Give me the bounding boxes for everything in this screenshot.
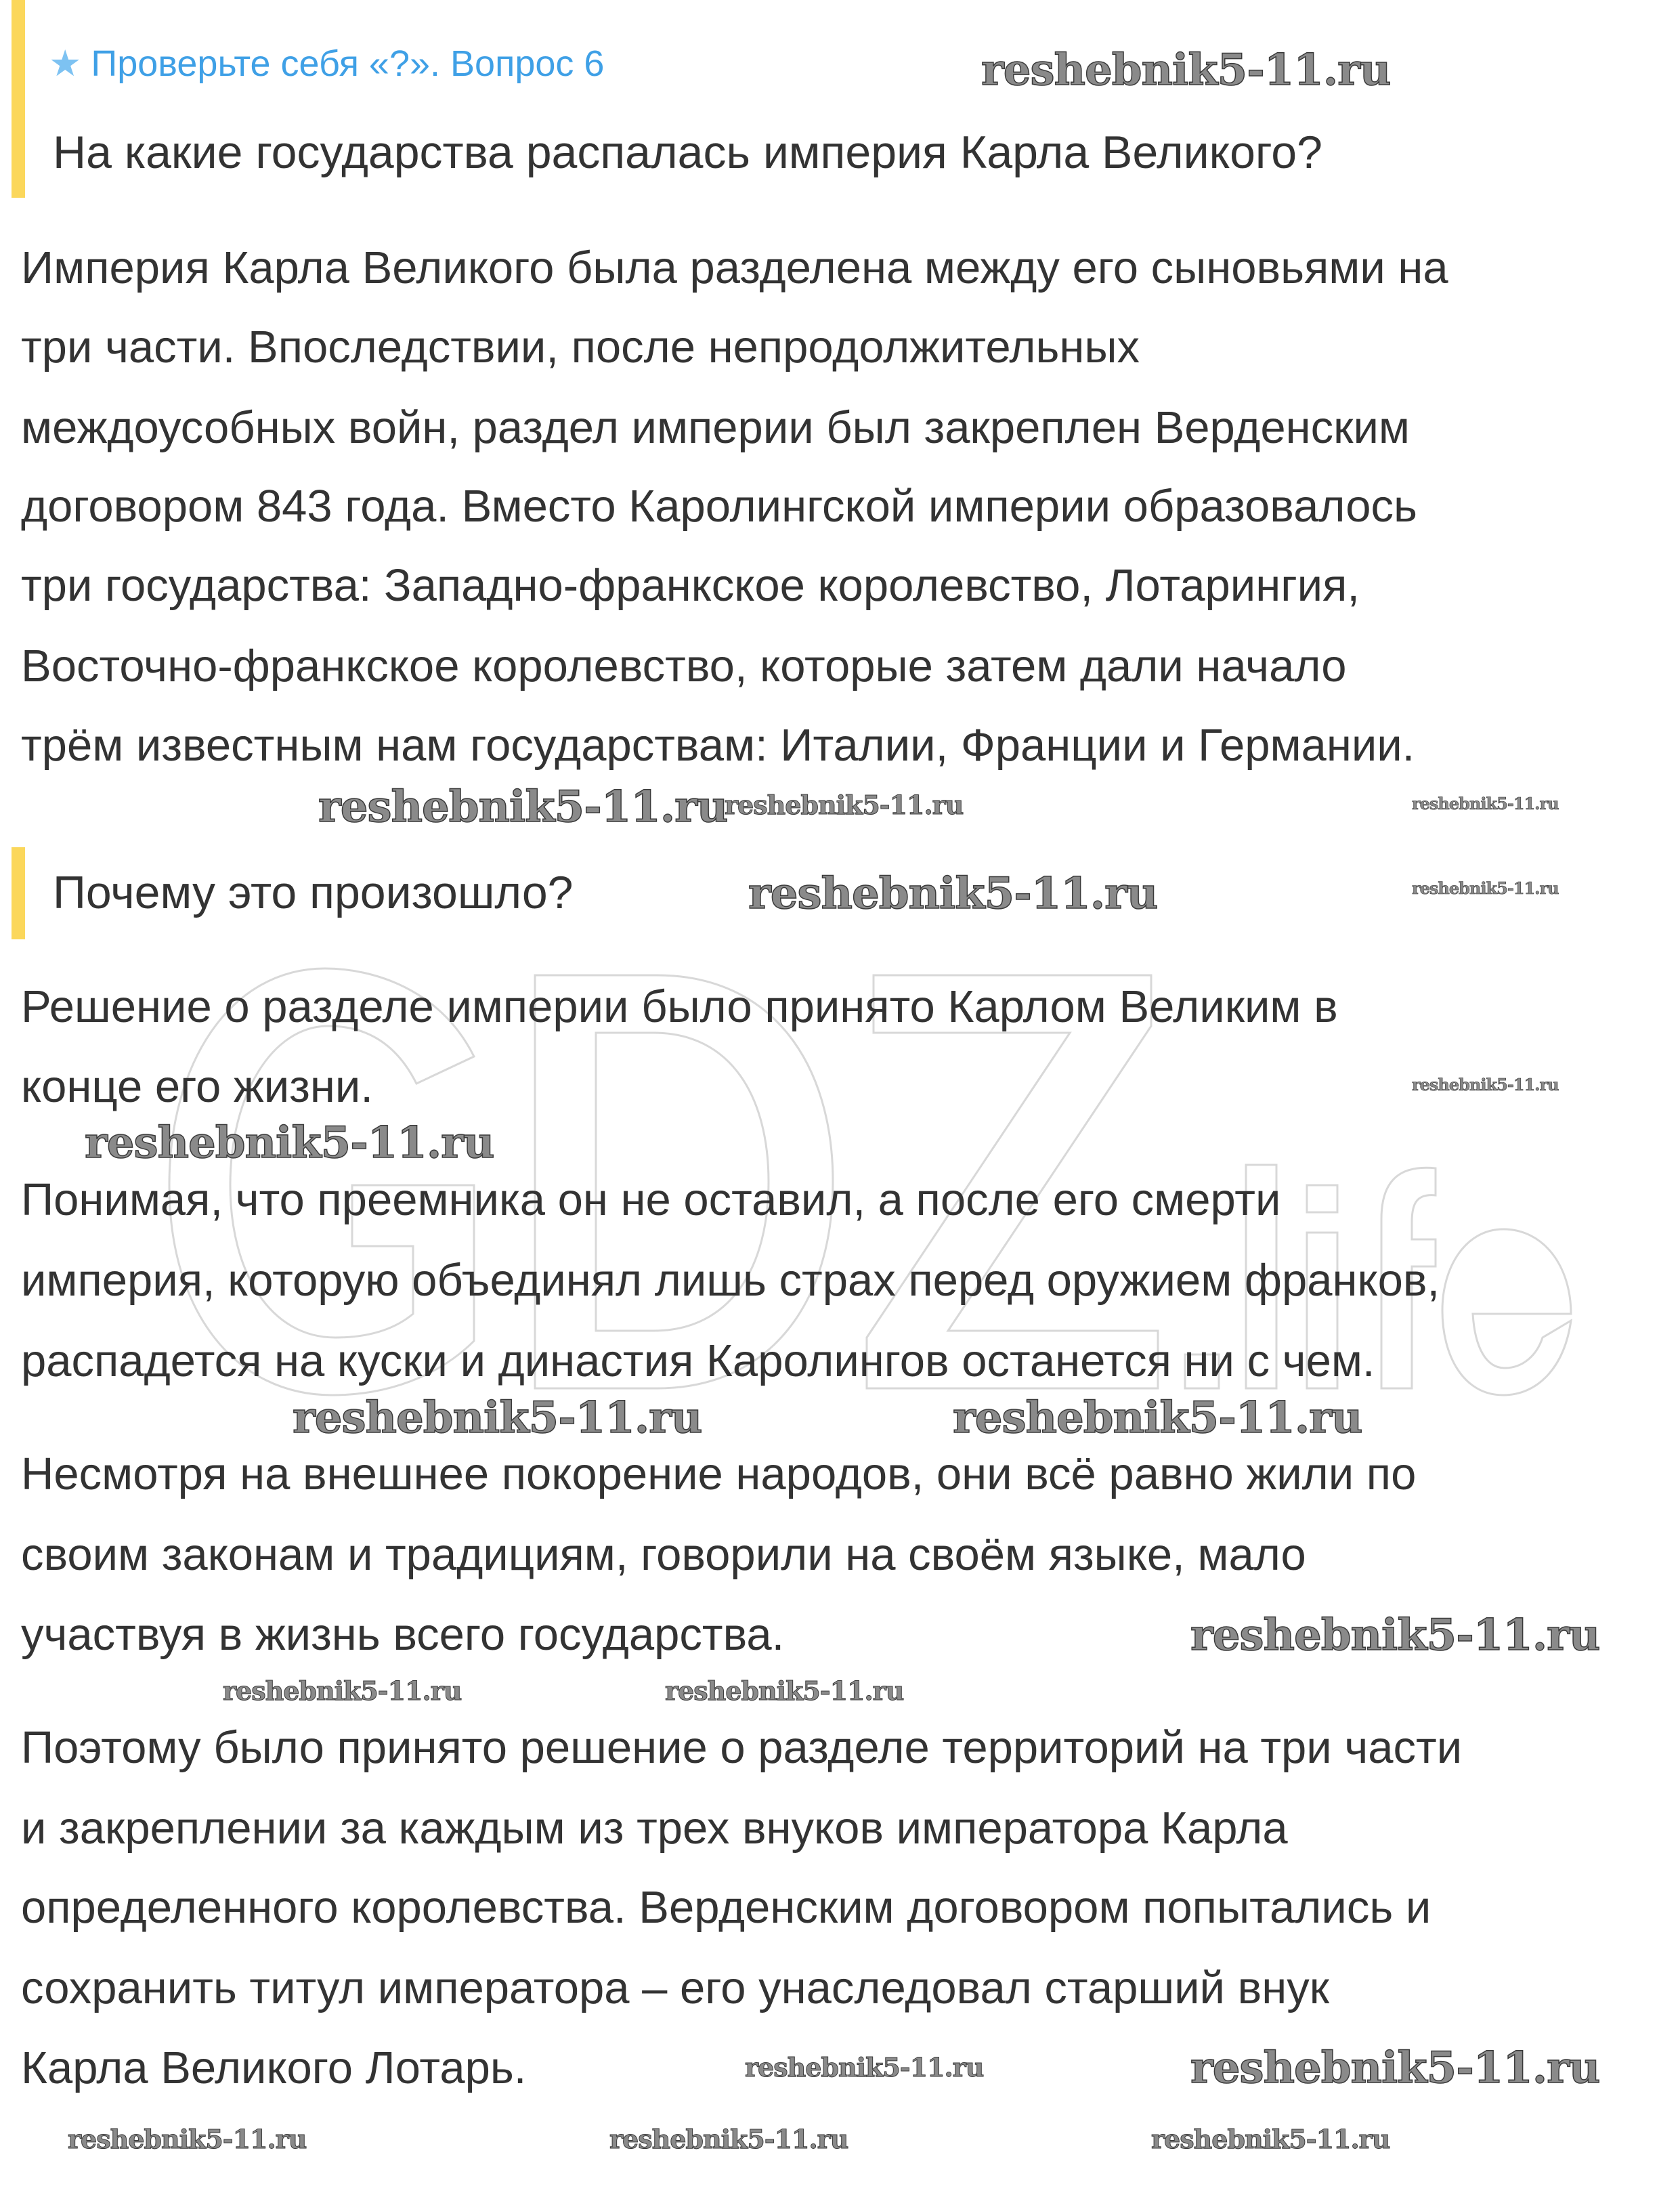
site-watermark: reshebnik5-11.ru bbox=[1190, 1610, 1600, 1661]
answer-line: участвуя в жизнь всего государства. bbox=[21, 1609, 785, 1660]
section-title-text: Проверьте себя «?». Вопрос 6 bbox=[91, 43, 605, 84]
site-watermark: reshebnik5-11.ru bbox=[68, 2124, 307, 2154]
site-watermark: reshebnik5-11.ru bbox=[748, 868, 1158, 919]
site-watermark: reshebnik5-11.ru bbox=[745, 2052, 984, 2083]
answer-line: конце его жизни. bbox=[21, 1061, 373, 1112]
site-watermark: reshebnik5-11.ru bbox=[1412, 878, 1559, 898]
site-watermark: reshebnik5-11.ru bbox=[1151, 2124, 1390, 2154]
site-watermark: reshebnik5-11.ru bbox=[953, 1392, 1362, 1443]
site-watermark: reshebnik5-11.ru bbox=[1412, 1075, 1559, 1094]
section-accent-bar bbox=[12, 847, 25, 939]
question-2: Почему это произошло? bbox=[53, 867, 574, 918]
answer-line: Решение о разделе империи было принято Карлом Великим в bbox=[21, 981, 1338, 1032]
site-watermark: reshebnik5-11.ru bbox=[1190, 2043, 1600, 2093]
answer-line: империя, которую объединял лишь страх перед оружием франков, bbox=[21, 1255, 1440, 1306]
answer-line: три государства: Западно-франкское королевство, Лотарингия, bbox=[21, 560, 1360, 611]
answer-line: определенного королевства. Верденским договором попытались и bbox=[21, 1882, 1431, 1933]
answer-line: Восточно-франкское королевство, которые затем дали начало bbox=[21, 641, 1347, 691]
answer-line: три части. Впоследствии, после непродолжительных bbox=[21, 322, 1140, 372]
answer-line: сохранить титул императора – его унаследовал старший внук bbox=[21, 1963, 1330, 2013]
answer-line: Понимая, что преемника он не оставил, а после его смерти bbox=[21, 1174, 1281, 1225]
site-watermark: reshebnik5-11.ru bbox=[725, 790, 964, 820]
site-watermark: reshebnik5-11.ru bbox=[665, 1675, 904, 1706]
logo-letter-e bbox=[1442, 1229, 1571, 1395]
section-accent-bar bbox=[12, 0, 25, 198]
answer-line: распадется на куски и династия Каролингов останется ни с чем. bbox=[21, 1336, 1375, 1386]
section-title bbox=[49, 42, 604, 85]
site-watermark: reshebnik5-11.ru bbox=[293, 1392, 702, 1443]
answer-line: Несмотря на внешнее покорение народов, они всё равно жили по bbox=[21, 1449, 1417, 1499]
question-1: На какие государства распалась империя Карла Великого? bbox=[53, 127, 1322, 178]
answer-line: и закреплении за каждым из трех внуков императора Карла bbox=[21, 1803, 1288, 1854]
answer-line: своим законам и традициям, говорили на своём языке, мало bbox=[21, 1529, 1306, 1580]
site-watermark: reshebnik5-11.ru bbox=[85, 1117, 494, 1168]
site-watermark: reshebnik5-11.ru bbox=[609, 2124, 848, 2154]
site-watermark: reshebnik5-11.ru bbox=[981, 45, 1391, 95]
answer-line: Карла Великого Лотарь. bbox=[21, 2043, 527, 2093]
answer-line: Империя Карла Великого была разделена между его сыновьями на bbox=[21, 242, 1448, 293]
answer-line: Поэтому было принято решение о разделе территорий на три части bbox=[21, 1722, 1463, 1773]
answer-line: трём известным нам государствам: Италии, Франции и Германии. bbox=[21, 720, 1415, 771]
star-icon: ★ bbox=[49, 43, 82, 84]
site-watermark: reshebnik5-11.ru bbox=[223, 1675, 462, 1706]
answer-line: договором 843 года. Вместо Каролингской империи образовалось bbox=[21, 481, 1417, 532]
answer-line: междоусобных войн, раздел империи был закреплен Верденским bbox=[21, 402, 1410, 453]
site-watermark: reshebnik5-11.ru bbox=[1412, 794, 1559, 813]
site-watermark: reshebnik5-11.ru bbox=[318, 782, 728, 832]
